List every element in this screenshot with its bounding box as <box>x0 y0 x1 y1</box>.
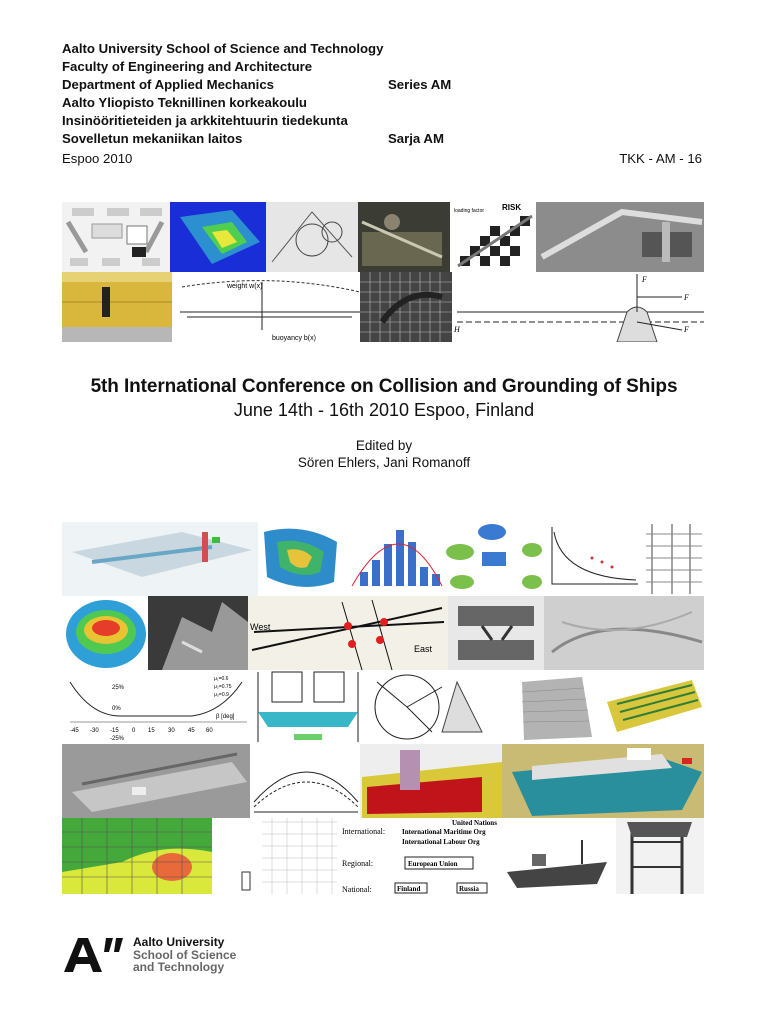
conference-dates: June 14th - 16th 2010 Espoo, Finland <box>233 400 535 420</box>
regulatory-level: National: <box>342 885 372 894</box>
grounding-sim-image <box>360 744 502 818</box>
mu-label: μ₂=0.75 <box>214 684 232 690</box>
grid-sketch-image <box>212 818 340 894</box>
report-code: TKK - AM - 16 <box>619 151 702 166</box>
header-line <box>62 130 702 148</box>
structure-sketch-image <box>266 202 358 272</box>
yellow-stiffened-panel <box>600 670 704 744</box>
org-label: United Nations <box>452 819 497 827</box>
header-line <box>62 150 702 168</box>
aalto-logo-mark <box>64 938 126 974</box>
mesh-model-image <box>512 670 600 744</box>
force-label: F <box>684 325 689 334</box>
grounding-force-diagram <box>452 272 704 342</box>
header-line <box>62 76 702 94</box>
east-label: East <box>414 644 433 654</box>
offshore-platform-image <box>616 818 704 894</box>
weight-label: weight w(x) <box>227 283 263 290</box>
school-name-line2: and Technology <box>133 960 225 974</box>
regulatory-level: International: <box>342 827 386 836</box>
contour-map-image <box>258 522 340 596</box>
percent-label: -25% <box>110 736 125 742</box>
heat-map-image <box>62 596 148 670</box>
flowchart-image <box>62 202 170 272</box>
hull-girder-diagram <box>172 272 360 342</box>
pipe-structure-image <box>62 522 258 596</box>
h-label: H <box>454 325 460 334</box>
angle-response-plot <box>62 670 250 744</box>
university-name: Aalto University <box>133 935 225 949</box>
process-diagram-image <box>444 522 544 596</box>
west-label: West <box>250 622 271 632</box>
collision-angle-diagram <box>368 670 512 744</box>
faculty-line: Faculty of Engineering and Architecture <box>62 59 313 74</box>
header-line <box>62 112 702 130</box>
org-label: International Labour Org <box>402 838 480 846</box>
fracture-photo-image <box>148 596 248 670</box>
mu-label: μ₃=0.9 <box>214 692 229 698</box>
regulatory-level: Regional: <box>342 859 374 868</box>
angle-tick: 0 <box>132 728 136 734</box>
header-line <box>62 94 702 112</box>
risk-label: RISK <box>502 203 522 212</box>
risk-matrix-image <box>450 202 536 272</box>
cross-section-drawing <box>250 670 368 744</box>
institution-line: Aalto University School of Science and Technology <box>62 41 384 56</box>
angle-tick: -45 <box>70 728 79 734</box>
scatter-plot-image <box>544 522 640 596</box>
buoyancy-label: buoyancy b(x) <box>272 335 316 342</box>
department-line: Department of Applied Mechanics <box>62 77 275 92</box>
regulation-hierarchy-diagram <box>340 818 500 894</box>
place-year: Espoo 2010 <box>62 151 133 166</box>
hull-structure-render <box>62 744 250 818</box>
percent-label: 25% <box>112 685 125 691</box>
series-label-fi: Sarja AM <box>388 131 444 146</box>
yellow-hull-image <box>62 272 172 342</box>
fe-contour-image <box>62 818 212 894</box>
histogram-chart-image <box>340 522 444 596</box>
org-label: European Union <box>408 860 458 868</box>
editor-names: Sören Ehlers, Jani Romanoff <box>297 455 471 470</box>
angle-tick: -15 <box>110 728 119 734</box>
angle-tick: -30 <box>90 728 99 734</box>
fe-mesh-image <box>360 272 452 342</box>
aalto-logo-text <box>133 936 236 974</box>
fe-blue-image <box>170 202 266 272</box>
angle-tick: 15 <box>148 728 155 734</box>
header-block <box>62 40 702 168</box>
header-line <box>62 40 702 58</box>
loading-factor-label: loading factor <box>454 208 485 214</box>
deformed-structure-image <box>448 596 544 670</box>
department-line-fi: Sovelletun mekaniikan laitos <box>62 131 243 146</box>
faculty-line-fi: Insinööritieteiden ja arkkitehtuurin tiedekunta <box>62 113 348 128</box>
angle-tick: 30 <box>168 728 175 734</box>
percent-label: 0% <box>112 706 121 712</box>
ship-sketch-image <box>500 818 616 894</box>
angle-tick: 45 <box>188 728 195 734</box>
series-label: Series AM <box>388 77 452 92</box>
edited-by-label: Edited by <box>355 438 413 453</box>
mu-label: μ₁=0.6 <box>214 676 229 682</box>
force-label: F <box>684 293 689 302</box>
column-data-image <box>640 522 704 596</box>
ship-render-image <box>502 744 704 818</box>
school-name-line1: School of Science <box>133 947 237 962</box>
bottom-image-collage <box>62 522 704 894</box>
aalto-logo <box>64 938 126 979</box>
org-label: Finland <box>397 885 421 893</box>
beta-axis-label: β [deg] <box>216 714 235 720</box>
traffic-route-map <box>248 596 448 670</box>
curve-plot-image <box>250 744 360 818</box>
top-image-collage <box>62 202 704 342</box>
force-label: F <box>642 275 647 284</box>
test-photo-image <box>358 202 450 272</box>
ship-model-photo-image <box>536 202 704 272</box>
org-label: Russia <box>459 885 479 893</box>
satellite-map-image <box>544 596 704 670</box>
conference-title: 5th International Conference on Collision and Grounding of Ships <box>90 376 678 397</box>
org-label: International Maritime Org <box>402 828 486 836</box>
institution-line-fi: Aalto Yliopisto Teknillinen korkeakoulu <box>62 95 307 110</box>
angle-tick: 60 <box>206 728 213 734</box>
header-line <box>62 58 702 76</box>
